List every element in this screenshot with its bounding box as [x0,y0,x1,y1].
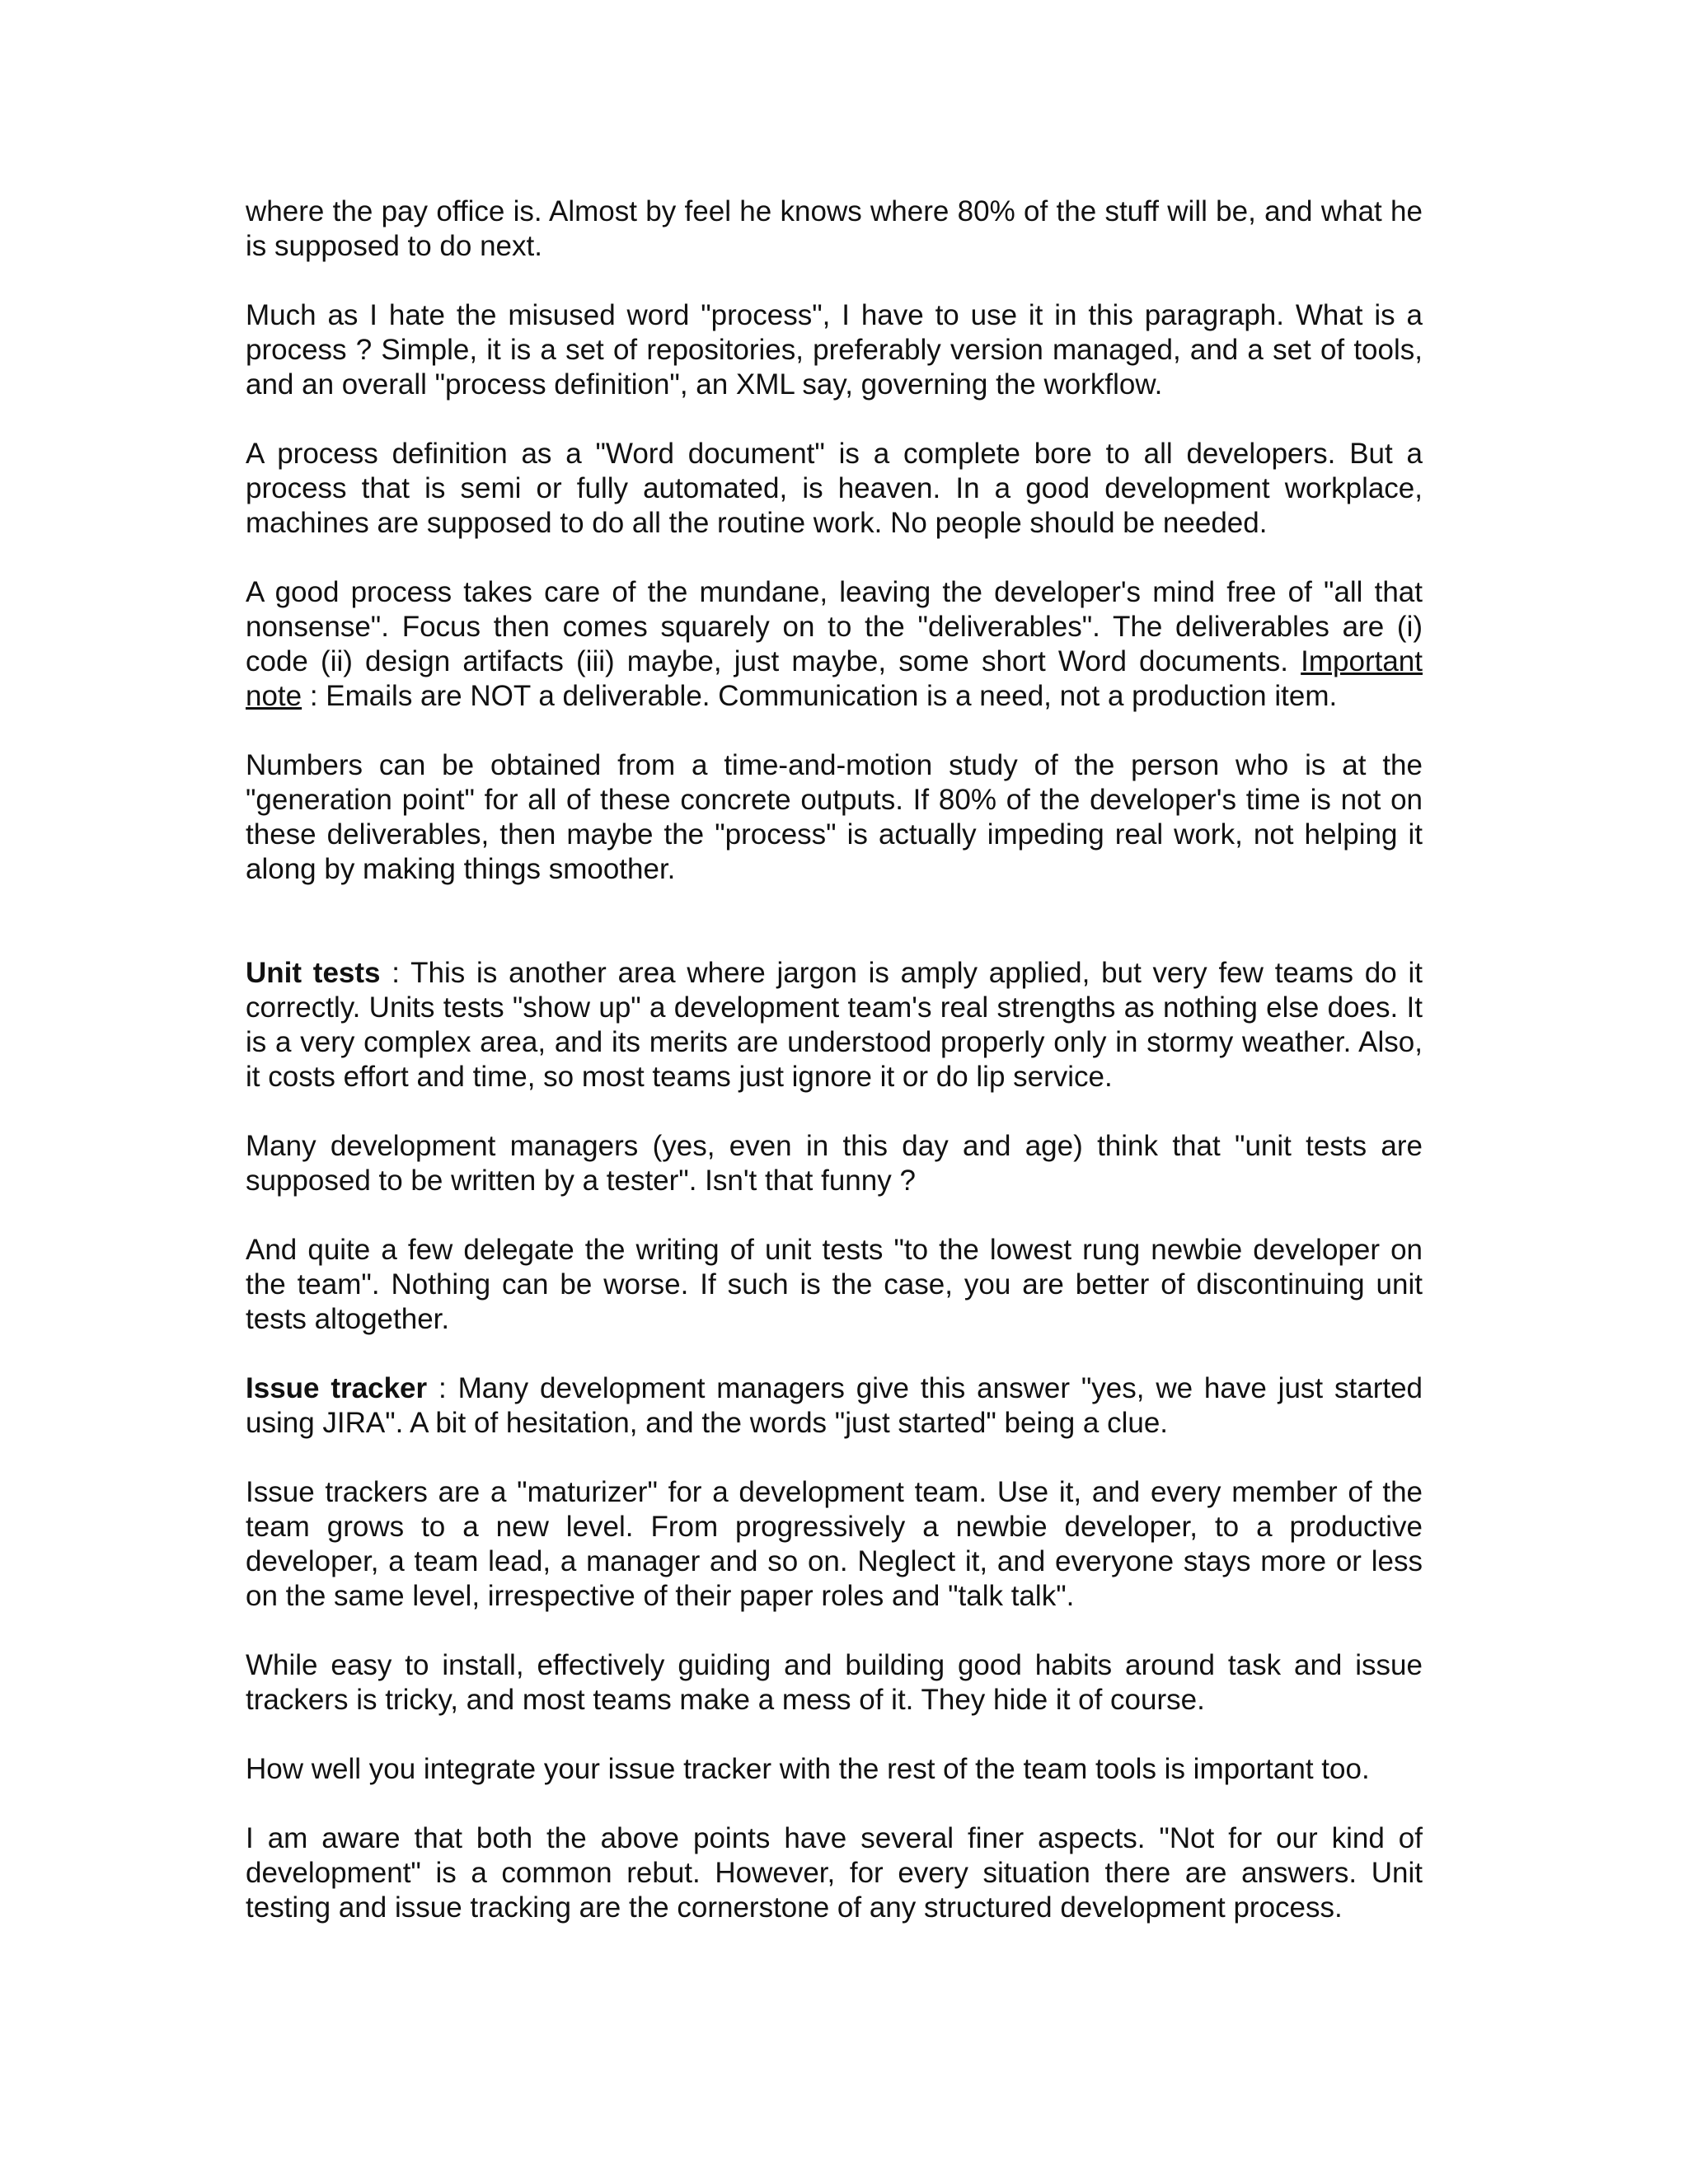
paragraph-maturizer: Issue trackers are a "maturizer" for a development team. Use it, and every member of the team grows to a new level. From progressively a newbie developer, to a productive developer, a team lead, a manager and so on. Neglect it, and everyone stays more or less on the same level, irrespective of their paper roles and "talk talk". [246,1476,1423,1612]
paragraph-cornerstone: I am aware that both the above points have several finer aspects. "Not for our kind of development" is a common rebut. However, for every situation there are answers. Unit testing and issue tracking are the cornerstone of any structured development process. [246,1822,1423,1924]
paragraph-pay-office: where the pay office is. Almost by feel he knows where 80% of the stuff will be, and what he is supposed to do next. [246,195,1423,262]
unit-tests-text: : This is another area where jargon is amply applied, but very few teams do it correctly. Units tests "show up" a development team's real strengths as nothing else does. It is a very complex area, and its merits are understood properly only in stormy weather. Also, it costs effort and time, so most teams just ignore it or do lip service. [246,957,1423,1093]
important-note-label: Important note [246,645,1423,712]
issue-tracker-text: : Many development managers give this answer "yes, we have just started using JIRA". A bit of hesitation, and the words "just started" being a clue. [246,1372,1423,1439]
paragraph-newbie-developer: And quite a few delegate the writing of unit tests "to the lowest rung newbie developer on the team". Nothing can be worse. If such is the case, you are better of discontinuing unit tests altogether. [246,1234,1423,1335]
paragraph-issue-tracker [246,1371,1423,1441]
document-page [246,194,1423,1925]
paragraph-time-and-motion: Numbers can be obtained from a time-and-motion study of the person who is at the "generation point" for all of these concrete outputs. If 80% of the developer's time is not on these deliverables, then maybe the "process" is actually impeding real work, not helping it along by making things smoother. [246,749,1423,885]
paragraph-deliverables [246,575,1423,714]
deliverables-text: A good process takes care of the mundane, leaving the developer's mind free of "all that nonsense". Focus then comes squarely on to the "deliverables". The deliverables are (i) code (ii) design artifacts (iii) maybe, just maybe, some short Word documents. [246,576,1423,677]
deliverables-note-text: : Emails are NOT a deliverable. Communication is a need, not a production item. [302,680,1338,712]
issue-tracker-heading: Issue tracker [246,1372,428,1404]
paragraph-word-document: A process definition as a "Word document" is a complete bore to all developers. But a process that is semi or fully automated, is heaven. In a good development workplace, machines are supposed to do all the routine work. No people should be needed. [246,438,1423,539]
paragraph-process-definition: Much as I hate the misused word "process", I have to use it in this paragraph. What is a process ? Simple, it is a set of repositories, preferably version managed, and a set of tools, and an overall "process definition", an XML say, governing the workflow. [246,299,1423,401]
unit-tests-heading: Unit tests [246,957,381,989]
paragraph-integrate-tools: How well you integrate your issue tracker with the rest of the team tools is important too. [246,1753,1370,1785]
paragraph-unit-tests [246,956,1423,1094]
paragraph-unit-tests-tester: Many development managers (yes, even in this day and age) think that "unit tests are supposed to be written by a tester". Isn't that funny ? [246,1130,1423,1197]
paragraph-easy-to-install: While easy to install, effectively guiding and building good habits around task and issue trackers is tricky, and most teams make a mess of it. They hide it of course. [246,1649,1423,1716]
